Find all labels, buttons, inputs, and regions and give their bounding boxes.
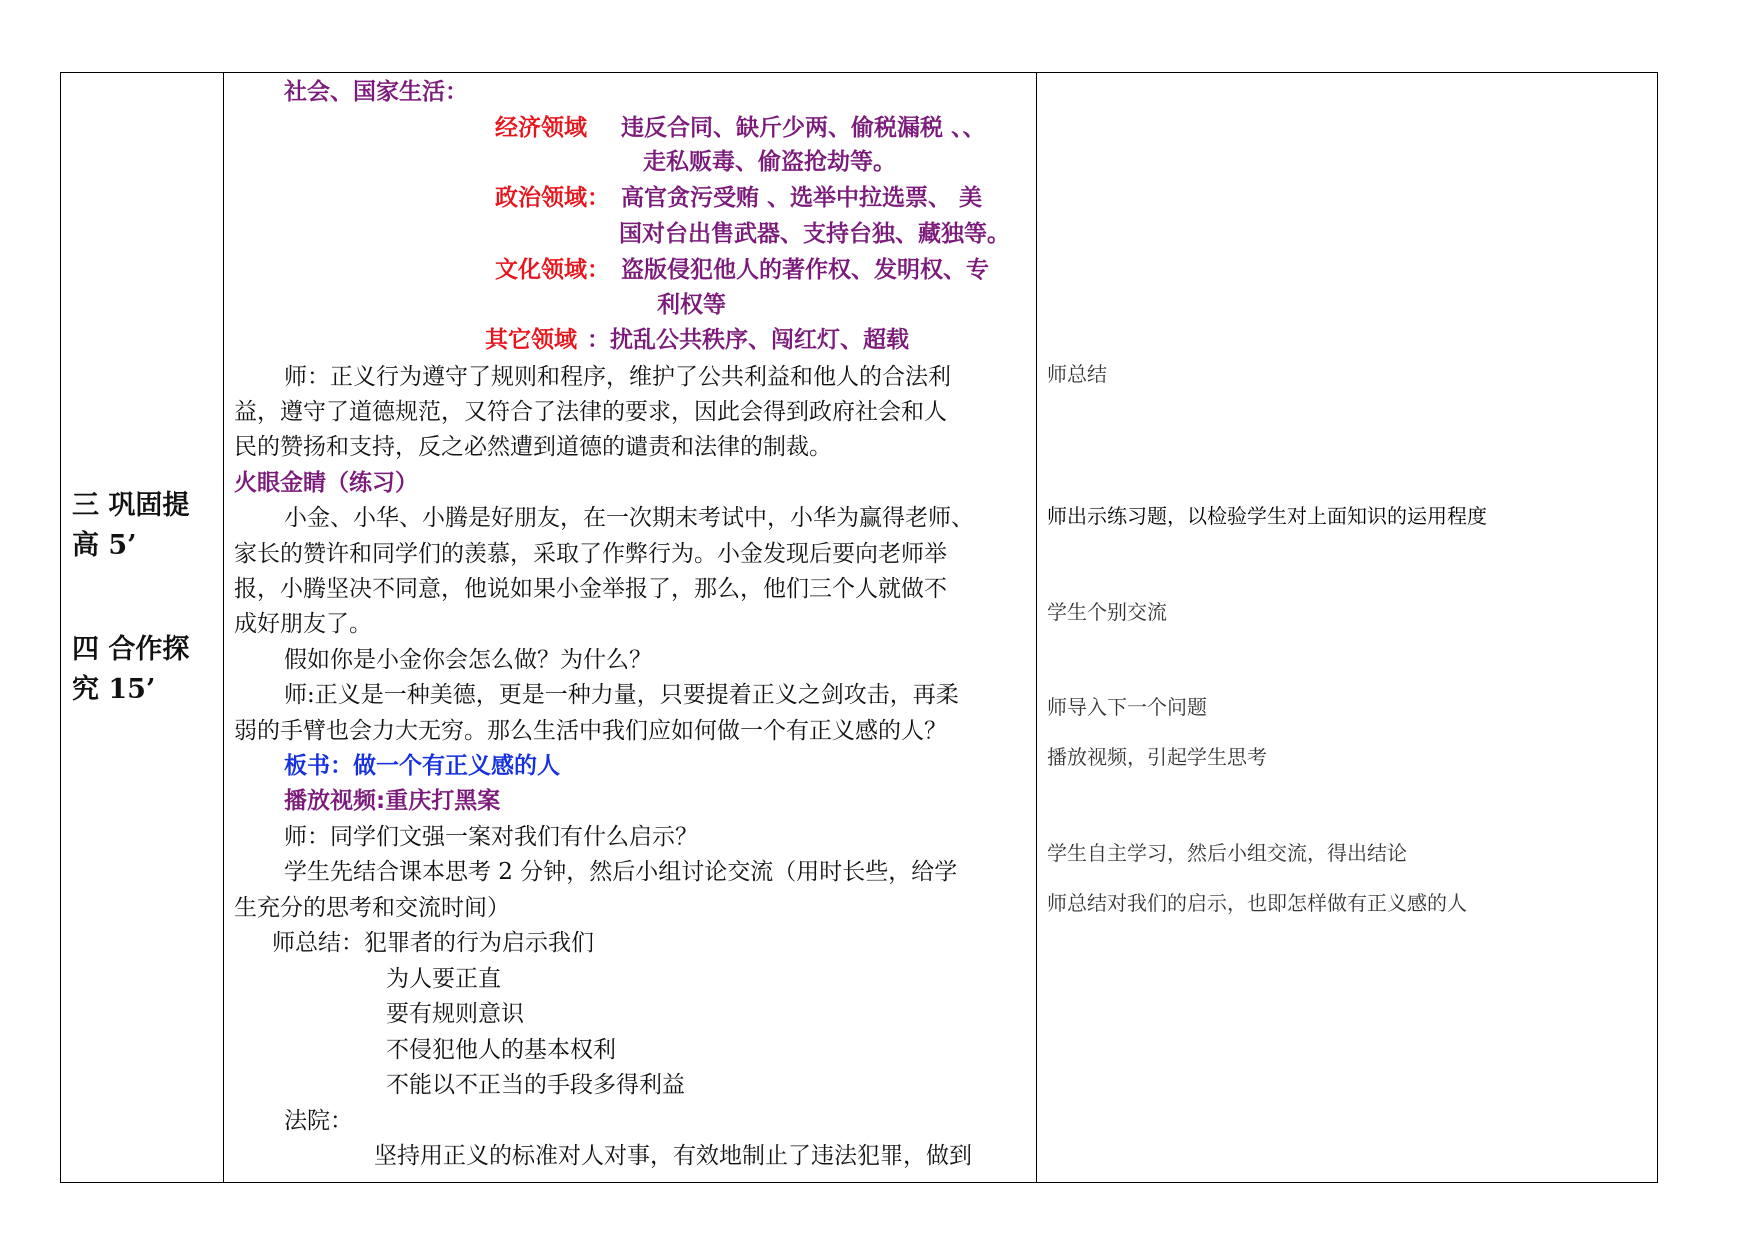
lesson-item-2: 要有规则意识 (386, 1001, 524, 1027)
note-self-study: 学生自主学习，然后小组交流，得出结论 (1047, 841, 1407, 865)
economy-text-1: 违反合同、缺斤少两、偷税漏税 、、 (621, 115, 986, 141)
story-line-3: 报，小腾坚决不同意，他说如果小金举报了，那么，他们三个人就做不 (234, 576, 947, 602)
students-activity-line-2: 生充分的思考和交流时间） (234, 895, 510, 921)
culture-text-1: 盗版侵犯他人的著作权、发明权、专 (621, 257, 989, 283)
board-title: 板书：做一个有正义感的人 (284, 753, 560, 779)
teacher-summary-3: 师总结：犯罪者的行为启示我们 (272, 930, 594, 956)
culture-label: 文化领域： (495, 257, 610, 283)
stage-3-line-2: 高 5’ (72, 530, 137, 561)
teacher-summary-2-line-1: 师:正义是一种美德，更是一种力量，只要提着正义之剑攻击，再柔 (284, 682, 959, 708)
other-label: 其它领域 (485, 327, 577, 353)
teacher-question: 师：同学们文强一案对我们有什么启示？ (284, 824, 698, 850)
social-heading: 社会、国家生活： (284, 79, 468, 105)
lesson-item-1: 为人要正直 (386, 966, 501, 992)
teacher-summary-1-line-2: 益，遵守了道德规范，又符合了法律的要求，因此会得到政府社会和人 (234, 399, 947, 425)
practice-heading: 火眼金睛（练习） (234, 470, 418, 496)
politics-text-1: 高官贪污受贿 、选举中拉选票、 美 (621, 185, 983, 211)
politics-text-2: 国对台出售武器、支持台独、藏独等。 (619, 221, 1010, 247)
column-divider-1 (223, 73, 224, 1182)
court-text: 坚持用正义的标准对人对事，有效地制止了违法犯罪，做到 (374, 1143, 972, 1169)
note-play-video: 播放视频，引起学生思考 (1047, 745, 1267, 769)
note-teacher-summary: 师总结 (1047, 362, 1107, 386)
culture-text-2: 利权等 (657, 292, 726, 318)
video-title: 播放视频:重庆打黑案 (284, 788, 501, 814)
lesson-item-4: 不能以不正当的手段多得利益 (386, 1072, 685, 1098)
court-label: 法院： (284, 1108, 353, 1134)
teacher-summary-1-line-1: 师：正义行为遵守了规则和程序，维护了公共利益和他人的合法利 (284, 364, 951, 390)
teacher-summary-1-line-3: 民的赞扬和支持，反之必然遭到道德的谴责和法律的制裁。 (234, 434, 832, 460)
stage-4-line-1: 四 合作探 (72, 634, 190, 665)
question: 假如你是小金你会怎么做？为什么？ (284, 647, 652, 673)
stage-4-line-2: 究 15’ (72, 674, 156, 705)
teacher-summary-2-line-2: 弱的手臂也会力大无穷。那么生活中我们应如何做一个有正义感的人？ (234, 718, 947, 744)
economy-text-2: 走私贩毒、偷盗抢劫等。 (643, 149, 896, 175)
column-divider-2 (1036, 73, 1037, 1182)
politics-label: 政治领域： (495, 185, 610, 211)
note-summary-inspiration: 师总结对我们的启示，也即怎样做有正义感的人 (1047, 891, 1467, 915)
note-individual-exchange: 学生个别交流 (1047, 600, 1167, 624)
story-line-1: 小金、小华、小腾是好朋友，在一次期末考试中，小华为赢得老师、 (284, 505, 974, 531)
economy-label: 经济领域 (495, 115, 587, 141)
story-line-2: 家长的赞许和同学们的羡慕，采取了作弊行为。小金发现后要向老师举 (234, 541, 947, 567)
stage-3-line-1: 三 巩固提 (72, 490, 190, 521)
note-next-question: 师导入下一个问题 (1047, 695, 1207, 719)
other-text: ：扰乱公共秩序、闯红灯、超载 (587, 327, 909, 353)
students-activity-line-1: 学生先结合课本思考 2 分钟，然后小组讨论交流（用时长些，给学 (284, 859, 958, 885)
story-line-4: 成好朋友了。 (234, 611, 372, 637)
note-exercise: 师出示练习题，以检验学生对上面知识的运用程度 (1047, 504, 1487, 528)
lesson-item-3: 不侵犯他人的基本权利 (386, 1037, 616, 1063)
